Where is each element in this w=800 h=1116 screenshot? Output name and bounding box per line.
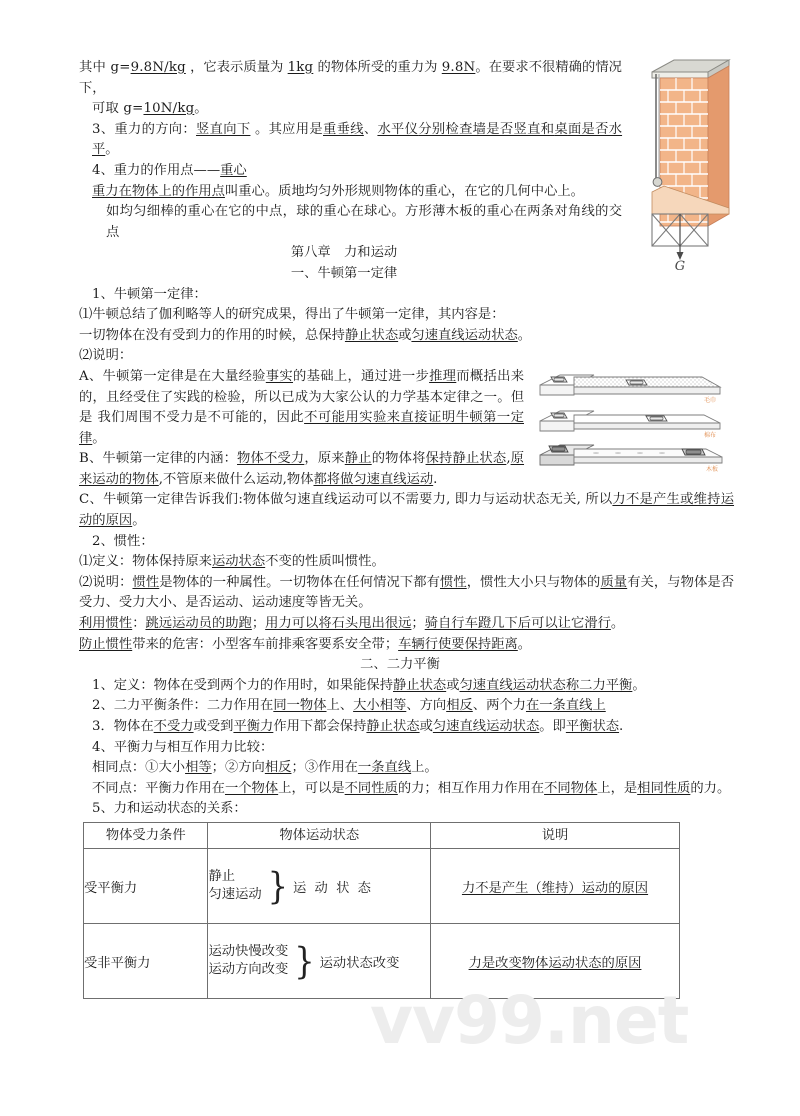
- inertia-note-mid2: ，惯性大小只与物体的: [466, 574, 601, 590]
- newton-B-no-force: 物体不受力: [237, 451, 305, 467]
- table-header-condition: 物体受力条件: [84, 823, 208, 849]
- item3-tool-level: 水平仪: [377, 121, 419, 137]
- row1-note-cell: [431, 849, 680, 924]
- diff-end: 的力。: [690, 780, 731, 796]
- table-header-motion-state: 物体运动状态: [208, 823, 431, 849]
- bal3-mid2: 作用下都会保持: [273, 719, 367, 734]
- row2-brace-icon: }: [294, 939, 315, 983]
- ramp-label-cloth: 棉布: [703, 431, 716, 439]
- item3-tool-plumb: 重垂线: [323, 121, 364, 137]
- inertia-prevent-heading: 防止惯性: [79, 636, 133, 652]
- g-approx-prefix: 可取 g=: [92, 101, 144, 117]
- inertia-note-mass: 质量: [600, 574, 628, 590]
- inertia-prevent-end: 。: [517, 636, 532, 652]
- inertia-note-mid3: 有关，与物体是否受力、受力大小、是否运动、运动速度等皆无关。: [79, 574, 735, 611]
- bal3-pre: 3．物体在: [92, 719, 154, 734]
- inertia-def-pre: ⑴定义：物体保持原来: [79, 554, 212, 570]
- bal2-opposite: 相反: [446, 698, 473, 714]
- newton-content-mid: 或: [398, 327, 412, 343]
- inertia-label: 2、惯性：: [92, 533, 154, 549]
- diff-one-object: 一个物体: [224, 780, 279, 796]
- bal2-mid2: 、方向: [406, 698, 447, 714]
- table-header-note: 说明: [431, 823, 680, 849]
- inertia-use-mid1: ：: [132, 616, 146, 632]
- item4-def-underlined: 重力在物体上的作用点: [92, 183, 225, 199]
- paragraph-inertia-note: [66, 573, 734, 614]
- row2-note-cell: [431, 924, 680, 999]
- bal3-no-force: 不受力: [153, 719, 194, 734]
- bal1-mid: 或: [446, 677, 460, 693]
- newton-C-pre: C、牛顿第一定律告诉我们:物体做匀速直线运动可以不需要力, 即力与运动状态无关, 所以: [79, 492, 613, 508]
- bal2-same-line: 在一条直线上: [525, 698, 606, 714]
- newton-A-mid1: 的基础上，通过进一步: [293, 368, 430, 384]
- bal1-end: 。: [632, 677, 646, 693]
- inertia-note-term1: 惯性: [132, 574, 160, 590]
- newton-sub1: ⑴牛顿总结了伽利略等人的研究成果，得出了牛顿第一定律，其内容是：: [79, 307, 505, 323]
- row2-state-lines: [208, 943, 288, 979]
- bal1-static: 静止状态: [393, 677, 447, 693]
- paragraph-balance-conditions: [66, 696, 734, 717]
- table-row: [84, 849, 680, 924]
- row2-state-2: 运动方向改变: [208, 962, 289, 977]
- g-approx-suffix: 。: [194, 101, 208, 117]
- g-suffix: 。在要求不很精确的情况下，: [79, 60, 622, 96]
- newton-B-uniform-motion: 都将做匀速直线运动: [313, 471, 434, 487]
- bal2-same-object: 同一物体: [273, 698, 327, 714]
- bal3-mid3: 或: [419, 719, 433, 734]
- gravity-force-label: G: [674, 259, 686, 270]
- chapter-title-text: 第八章 力和运动: [290, 245, 398, 261]
- newton-B-mid1: ，原来: [304, 451, 345, 467]
- row1-state-lines: [208, 868, 261, 904]
- newton-B-static: 静止: [344, 451, 372, 467]
- g-mid2: 的物体所受的重力为: [313, 60, 442, 75]
- bal1-uniform: 匀速直线运动状态: [459, 677, 566, 693]
- diff-different-nature: 不同性质: [344, 780, 398, 796]
- bal3-equilibrium: 平衡状态: [565, 719, 620, 734]
- section-title-newton-text: 一、牛顿第一定律: [290, 265, 398, 281]
- newton-B-mid4: ,不管原来做什么运动,物体: [158, 471, 314, 487]
- inertia-use-throw: 用力可以将石头甩出很远: [265, 616, 412, 632]
- bal3-balanced-force: 平衡力: [233, 719, 274, 734]
- newton-content-rest-state: 静止状态: [344, 327, 399, 343]
- inertia-def-end: 不变的性质叫惯性。: [265, 554, 385, 570]
- g-approx-value: 10N/kg: [143, 101, 195, 117]
- inertia-use-end: 。: [610, 616, 625, 632]
- row2-condition: 受非平衡力: [84, 924, 208, 999]
- item4-examples: 如均匀细棒的重心在它的中点，球的重心在球心。方形薄木板的重心在两条对角线的交点: [106, 204, 622, 240]
- ramp-experiments-figure: [534, 371, 734, 475]
- newton-A-fact: 事实: [265, 368, 294, 384]
- section-title-balance-text: 二、二力平衡: [360, 657, 440, 673]
- paragraph-newton-label: [66, 285, 734, 306]
- bal3-uniform: 匀速直线运动状态: [432, 719, 540, 734]
- paragraph-inertia-label: [66, 532, 734, 553]
- item3-label: 3、重力的方向：: [92, 121, 197, 137]
- ramp-row-board: [540, 445, 722, 473]
- newton-C-end: 。: [132, 513, 146, 529]
- diff-mid1: 上，可以是: [278, 780, 345, 796]
- item3-end: 。: [105, 142, 119, 158]
- bal2-mid3: 、两个力: [472, 698, 526, 714]
- bal3-end: .: [619, 719, 624, 734]
- inclined-plane-experiment-icon: [534, 371, 734, 475]
- bal2-pre: 2、二力平衡条件：二力作用在: [92, 698, 274, 714]
- paragraph-inertia-uses: [66, 614, 734, 635]
- inertia-note-pre: ⑵说明：: [79, 574, 133, 590]
- inertia-use-bike: 骑自行车蹬几下后可以让它滑行: [424, 616, 611, 632]
- paragraph-newton-C: [66, 490, 734, 531]
- g-mass: 1kg: [287, 60, 314, 75]
- table-header-row: [84, 823, 680, 849]
- row1-result: 运 动 状 态: [293, 880, 373, 896]
- newton-B-mid2: 的物体将: [371, 451, 426, 467]
- newton-A-reasoning: 推理: [429, 368, 457, 384]
- paragraph-newton-sub2: [66, 346, 734, 367]
- bal3-mid1: 或受到: [193, 719, 234, 734]
- diff-mid3: 上，是: [597, 780, 638, 796]
- force-motion-relation-table: [83, 822, 680, 999]
- brick-wall-plumb-line-icon: [630, 58, 734, 270]
- paragraph-newton-content: [66, 326, 734, 347]
- row1-note: 力不是产生（维持）运动的原因: [461, 880, 649, 896]
- newton-A-no-experiment: 不可能用实验来直接证明牛顿第一定律: [79, 410, 524, 446]
- item3-wrap1: 桌: [554, 121, 568, 137]
- row2-brace-group: [208, 939, 430, 983]
- inertia-use-mid2: ；: [251, 616, 266, 632]
- row1-brace-group: [208, 864, 430, 908]
- row1-condition: 受平衡力: [84, 849, 208, 924]
- site-watermark: vv99.net: [370, 982, 689, 1059]
- item3-mid: 。其应用是: [250, 121, 323, 137]
- inertia-use-mid3: ；: [411, 616, 425, 632]
- row1-motion-state: [208, 849, 431, 924]
- newton-A-pre: A、牛顿第一定律是在大量经验: [79, 368, 266, 384]
- newton-A-mid2: 而概括出来的，且经受住了实践的检验，所以已成为大家公认的力学基本定律之一。但是 我们周围不受力是不可能的，因此: [79, 368, 525, 426]
- newton-A-end: 。: [92, 430, 106, 446]
- diff-same-nature: 相同性质: [637, 780, 691, 796]
- newton-B-keep-static: 保持静止状态: [425, 451, 507, 467]
- inertia-note-mid1: 是物体的一种属性。一切物体在任何情况下都有: [159, 574, 440, 590]
- newton-C-underlined: 力不是产生或维持运动的原因: [79, 492, 735, 529]
- paragraph-compare-label: [66, 738, 734, 759]
- paragraph-similarities: [66, 758, 734, 779]
- bal1-term: 称二力平衡: [565, 677, 633, 693]
- same-line: 一条直线: [357, 760, 412, 776]
- row2-state-1: 运动快慢改变: [208, 944, 289, 959]
- newton-sub2: ⑵说明：: [79, 348, 133, 364]
- item4-term: 重心: [220, 162, 247, 178]
- same-pre: 相同点：①大小: [92, 760, 186, 776]
- bal1-pre: 1、定义：物体在受到两个力的作用时，如果能保持: [92, 677, 393, 693]
- document-body: [66, 58, 734, 820]
- item4-def-rest: 叫重心。质地均匀外形规则物体的重心，在它的几何中心上。: [224, 183, 584, 199]
- section-title-balance: [66, 655, 734, 676]
- paragraph-inertia-prevention: [66, 635, 734, 656]
- bal2-mid1: 上、: [326, 698, 354, 714]
- g-prefix: 其中 g=: [79, 60, 131, 75]
- row2-motion-state: [208, 924, 431, 999]
- newton-content-prefix: 一切物体在没有受到力的作用的时候，总保持: [79, 327, 345, 343]
- inertia-prevent-mid1: 带来的危害：小型客车前排乘客要系安全带；: [132, 636, 399, 652]
- row1-brace-icon: }: [267, 864, 289, 908]
- newton-content-end: 。: [517, 327, 532, 343]
- paragraph-relation-label: [66, 799, 734, 820]
- ramp-row-cloth: [540, 411, 720, 439]
- same-mid2: ；③作用在: [291, 760, 358, 776]
- same-opposite: 相反: [264, 760, 292, 776]
- item3-sep: 、: [363, 121, 378, 137]
- ramp-label-board: 木板: [705, 465, 718, 473]
- paragraph-balance-state: [66, 717, 734, 738]
- g-weight: 9.8N: [441, 60, 476, 75]
- paragraph-newton-sub1: [66, 305, 734, 326]
- bal3-mid4: 。即: [539, 719, 566, 734]
- diff-mid2: 的力；相互作用力作用在: [397, 780, 545, 796]
- relation-label: 5、力和运动状态的关系：: [92, 801, 247, 817]
- table-row: [84, 924, 680, 999]
- row1-state-1: 静止: [208, 869, 236, 884]
- newton-B-pre: B、牛顿第一定律的内涵：: [79, 451, 238, 467]
- item3-direction: 竖直向下: [196, 121, 251, 137]
- same-equal: 相等: [185, 760, 212, 776]
- diff-pre: 不同点：平衡力作用在: [92, 780, 225, 796]
- paragraph-balance-definition: [66, 676, 734, 697]
- row2-note: 力是改变物体运动状态的原因: [468, 955, 642, 971]
- inertia-use-heading: 利用惯性: [79, 616, 133, 632]
- g-mid1: ，它表示质量为: [185, 60, 288, 75]
- newton-content-uniform-state: 匀速直线运动状态: [411, 327, 518, 343]
- paragraph-differences: [66, 779, 734, 800]
- inertia-prevent-distance: 车辆行使要保持距离: [398, 636, 518, 652]
- diff-different-objects: 不同物体: [544, 780, 598, 796]
- row2-result: 运动状态改变: [319, 955, 400, 971]
- bal3-static: 静止状态: [366, 719, 420, 734]
- row1-state-2: 匀速运动: [208, 887, 262, 902]
- newton-label: 1、牛顿第一定律：: [92, 286, 207, 302]
- inertia-use-jump: 跳远运动员的助跑: [145, 616, 252, 632]
- inertia-def-motion-state: 运动状态: [211, 554, 266, 570]
- newton-B-mid3: ,: [506, 451, 511, 467]
- g-value: 9.8N/kg: [130, 60, 186, 75]
- item3-tail: 分别检查墙是否竖直和: [418, 121, 555, 137]
- ramp-label-towel: 毛巾: [703, 396, 716, 404]
- bal2-equal-magnitude: 大小相等: [353, 698, 407, 714]
- item3-wrap2: 面是否水平: [92, 121, 623, 158]
- brick-wall-figure: [630, 58, 734, 270]
- newton-B-end: .: [433, 471, 438, 487]
- ramp-row-towel: [540, 375, 720, 404]
- paragraph-inertia-definition: [66, 552, 734, 573]
- compare-label: 4、平衡力与相互作用力比较：: [92, 739, 274, 755]
- same-end: 上。: [411, 760, 438, 776]
- same-mid1: ；②方向: [211, 760, 265, 776]
- item4-label: 4、重力的作用点——: [92, 162, 221, 178]
- newton-B-moving-object: 原来运动的物体: [79, 451, 525, 487]
- inertia-note-term2: 惯性: [439, 574, 467, 590]
